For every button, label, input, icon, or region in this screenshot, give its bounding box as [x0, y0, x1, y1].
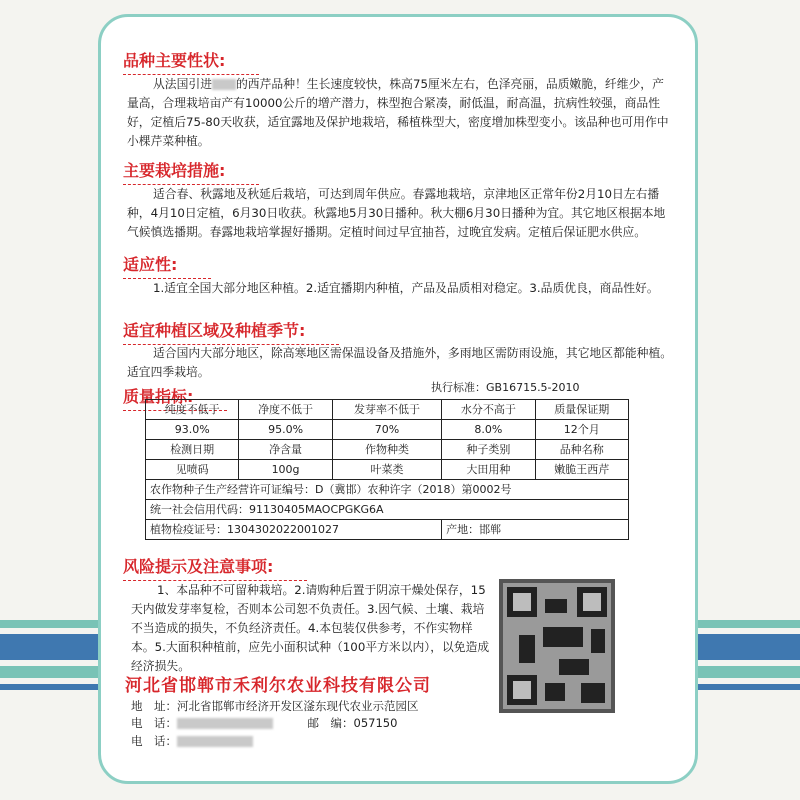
- section-text-risk: 1、本品种不可留种栽培。2.请购种后置于阴凉干燥处保存，15天内做发芽率复检，否则本公司恕不负责任。3.因气候、土壤、栽培不当造成的损失，不负经济责任。4.本包装仅供参考，不作实物样本。5.大面积种植前，应先小面积试种（100平方米以内），以免造成经济损失。: [131, 583, 490, 673]
- company-address: 地 址：河北省邯郸市经济开发区滏东现代农业示范园区: [131, 699, 419, 713]
- section-text-traits: 从法国引进 的西芹品种！生长速度较快，株高75厘米左右，色泽亮丽，品质嫩脆，纤维少，产量高，合理栽培亩产有10000公斤的增产潜力，株型抱合紧凑，耐低温，耐高温，抗病性较强，商品性好，定植后75-80天收获，适宜露地及保护地栽培，稀植株型大，密度增加株型变小。该品种也可用作中小棵芹菜种植。: [127, 77, 669, 148]
- table-row: 检测日期 净含量 作物种类 种子类别 品种名称: [146, 440, 629, 460]
- table-row: 93.0% 95.0% 70% 8.0% 12个月: [146, 420, 629, 440]
- table-row: 统一社会信用代码：91130405MAOCPGKG6A: [146, 500, 629, 520]
- section-title-risk: 风险提示及注意事项:: [123, 557, 273, 579]
- section-text-cultivation: 适合春、秋露地及秋延后栽培，可达到周年供应。春露地栽培，京津地区正常年份2月10日左右播种，4月10日定植，6月30日收获。秋露地5月30日播种。秋大棚6月30日播种为宜。其它地区根据本地气候慎选播期。春露地栽培掌握好播期。定植时间过早宜抽苔，过晚宜发病。定植后保证肥水供应。: [127, 187, 666, 239]
- redacted-name: [212, 79, 236, 90]
- company-name: 河北省邯郸市禾利尔农业科技有限公司: [125, 676, 431, 696]
- quality-table: [145, 399, 629, 540]
- company-phone-1: 电 话： 邮 编：057150: [131, 716, 398, 730]
- section-title-cultivation: 主要栽培措施:: [123, 161, 225, 183]
- section-text-region: 适合国内大部分地区，除高寒地区需保温设备及措施外，多雨地区需防雨设施，其它地区都能种植。适宜四季栽培。: [127, 346, 673, 379]
- table-row: 见喷码 100g 叶菜类 大田用种 嫩脆王西芹: [146, 460, 629, 480]
- section-title-region: 适宜种植区域及种植季节:: [123, 321, 305, 343]
- section-text-adaptability: 1.适宜全国大部分地区种植。2.适宜播期内种植，产品及品质相对稳定。3.品质优良，商品性好。: [153, 281, 659, 295]
- section-title-traits: 品种主要性状:: [123, 51, 225, 73]
- table-row: 纯度不低于 净度不低于 发芽率不低于 水分不高于 质量保证期: [146, 400, 629, 420]
- section-title-adaptability: 适应性:: [123, 255, 177, 277]
- standard-code: 执行标准：GB16715.5-2010: [431, 381, 580, 394]
- qr-code: [499, 579, 615, 713]
- table-row: 植物检疫证号：1304302022001027 产地：邯郸: [146, 520, 629, 540]
- company-phone-2: 电 话：: [131, 733, 253, 749]
- seed-packet-back: [98, 14, 698, 784]
- section-title-quality: 质量指标:: [123, 387, 193, 409]
- table-row: 农作物种子生产经营许可证编号：D（冀邯）农种许字（2018）第0002号: [146, 480, 629, 500]
